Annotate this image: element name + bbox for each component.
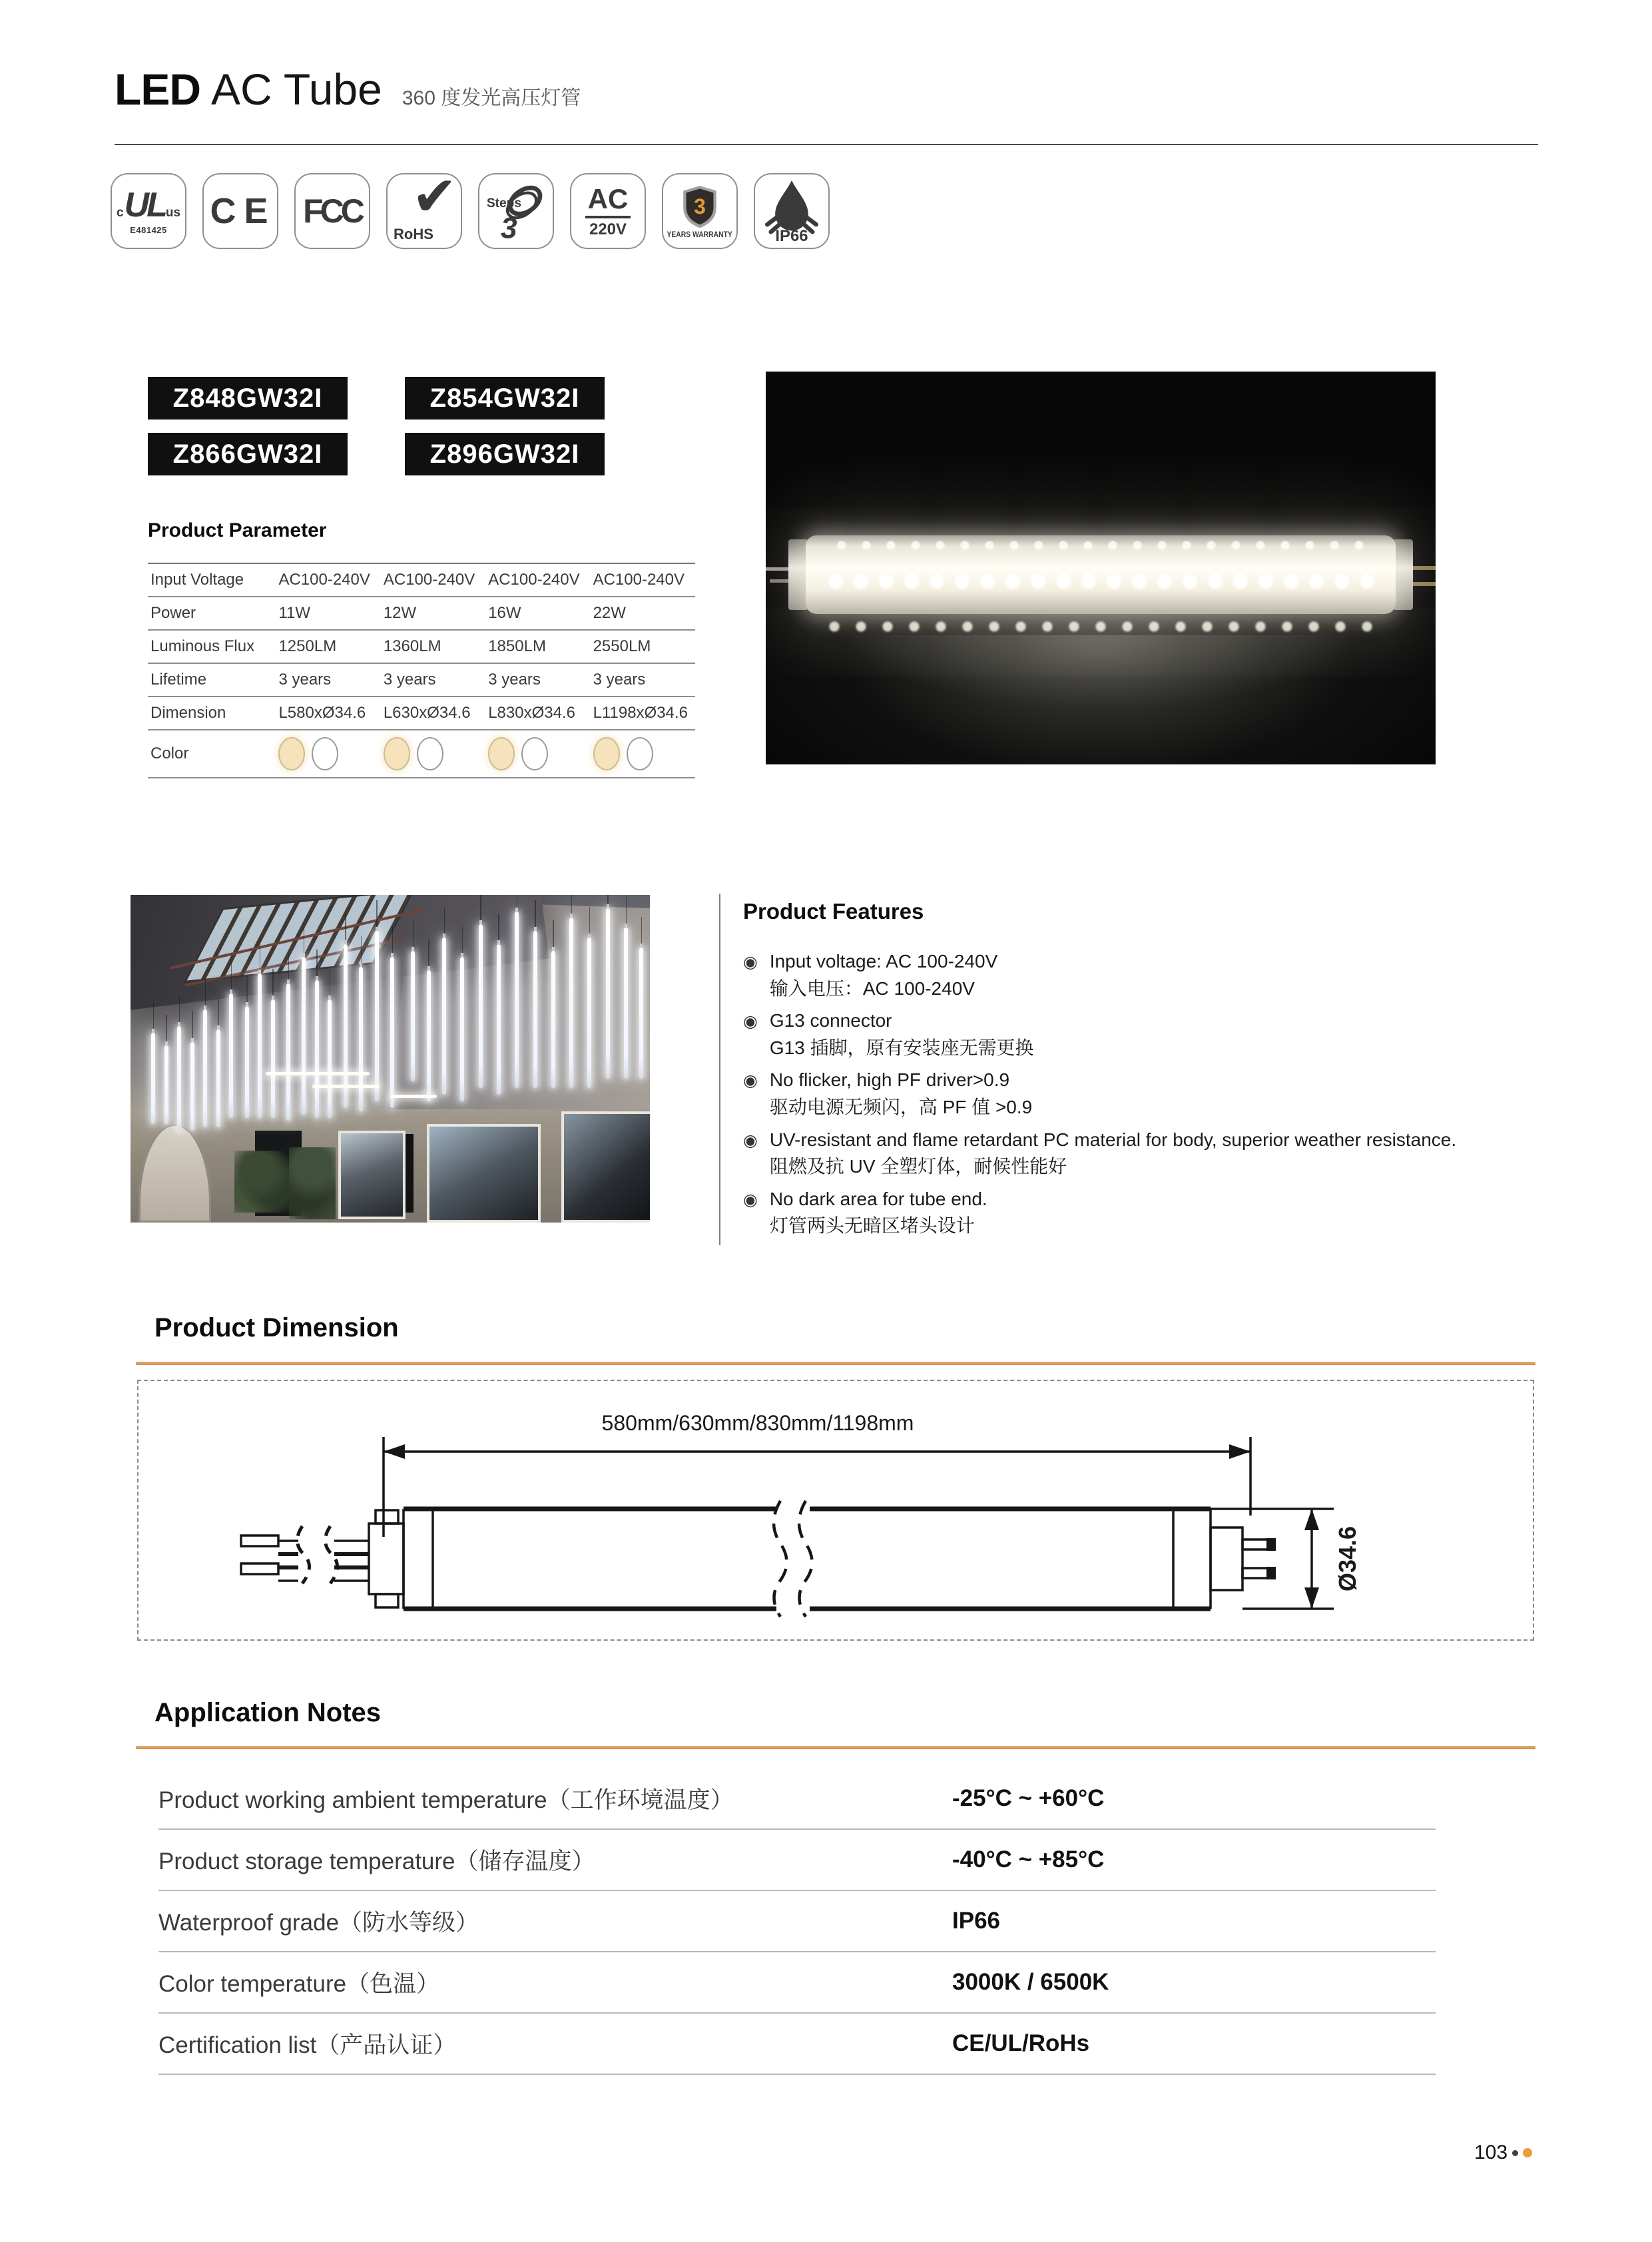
photo-window xyxy=(427,1124,541,1223)
hanging-tube-light xyxy=(190,1042,194,1131)
hanging-tube-light xyxy=(328,999,332,1117)
parameter-value: AC100-240V xyxy=(591,563,695,597)
notes-section-title: Application Notes xyxy=(154,1698,382,1727)
hanging-tube-light xyxy=(258,974,262,1117)
parameter-value: 1250LM xyxy=(276,630,380,663)
photo-pin xyxy=(1412,566,1436,570)
parameter-label: Power xyxy=(148,597,276,630)
product-photo xyxy=(766,372,1436,764)
hanging-tube-light xyxy=(411,951,415,1082)
parameter-value: 1850LM xyxy=(485,630,590,663)
parameter-table xyxy=(148,563,695,778)
hanging-tube-light xyxy=(286,983,290,1121)
color-swatch-white-icon xyxy=(312,737,338,770)
application-note-row xyxy=(158,2014,1436,2075)
parameter-value: 3 years xyxy=(381,663,485,697)
parameter-label: Luminous Flux xyxy=(148,630,276,663)
hanging-tube-light xyxy=(245,1006,249,1117)
color-swatch-warm-icon xyxy=(593,737,620,770)
svg-text:3: 3 xyxy=(694,194,706,218)
ce-mark-icon: CE xyxy=(202,173,278,249)
hanging-tube-light xyxy=(271,999,275,1117)
feature-item xyxy=(743,1127,1559,1181)
feature-text-cn: G13 插脚，原有安装座无需更换 xyxy=(769,1037,1034,1058)
photo-led-tube xyxy=(806,535,1396,614)
page-title-bold: LED xyxy=(115,65,200,114)
hanging-tube-light xyxy=(359,967,363,1111)
3-years-warranty-shield-icon: 3 YEARS WARRANTY xyxy=(662,173,738,249)
parameter-section-title: Product Parameter xyxy=(148,519,327,541)
parameter-label: Dimension xyxy=(148,697,276,730)
parameter-value xyxy=(485,730,590,778)
photo-wire xyxy=(770,579,790,583)
photo-plant xyxy=(289,1147,336,1219)
hanging-tube-light xyxy=(442,938,446,1095)
color-swatch-white-icon xyxy=(417,737,443,770)
header-divider xyxy=(115,144,1538,145)
feature-bullet-icon: ◉ xyxy=(743,953,758,972)
application-notes-table xyxy=(158,1769,1436,2075)
parameter-row xyxy=(148,597,695,630)
model-badges xyxy=(148,377,605,475)
steps-3-icon xyxy=(478,173,554,249)
hanging-tube-light xyxy=(479,924,483,1088)
feature-text-cn: 输入电压：AC 100-240V xyxy=(769,978,975,999)
note-label: Waterproof grade（防水等级） xyxy=(158,1910,479,1936)
parameter-value: 3 years xyxy=(591,663,695,697)
dimension-diameter-label: Ø34.6 xyxy=(1334,1526,1361,1592)
hanging-tube-horizontal xyxy=(390,1095,437,1098)
certification-row xyxy=(111,173,830,249)
parameter-value xyxy=(591,730,695,778)
hanging-tube-light xyxy=(151,1033,155,1125)
application-note-row xyxy=(158,1891,1436,1952)
product-features-section xyxy=(719,894,1559,1245)
features-title: Product Features xyxy=(743,899,924,924)
hanging-tube-light xyxy=(375,931,379,1101)
parameter-value xyxy=(276,730,380,778)
note-value: -40°C ~ +85°C xyxy=(952,1846,1105,1872)
svg-text:3: 3 xyxy=(500,212,517,243)
footer-orange-dot-icon xyxy=(1523,2148,1532,2157)
feature-bullet-icon: ◉ xyxy=(743,1071,758,1091)
photo-window xyxy=(338,1131,406,1219)
model-badge: Z896GW32I xyxy=(405,433,605,475)
application-note-row xyxy=(158,1952,1436,2014)
parameter-value xyxy=(381,730,485,778)
photo-pin xyxy=(1412,582,1436,586)
parameter-row xyxy=(148,563,695,597)
photo-led-dots xyxy=(823,570,1378,593)
feature-item xyxy=(743,1186,1559,1240)
dimension-section-rule xyxy=(136,1362,1535,1365)
parameter-value: 3 years xyxy=(276,663,380,697)
parameter-value: AC100-240V xyxy=(276,563,380,597)
feature-bullet-icon: ◉ xyxy=(743,1190,758,1209)
feature-text xyxy=(770,1067,1032,1121)
hanging-tube-light xyxy=(164,1045,168,1124)
parameter-value: 22W xyxy=(591,597,695,630)
hanging-tube-light xyxy=(315,980,319,1118)
parameter-value: L630xØ34.6 xyxy=(381,697,485,730)
parameter-value: L580xØ34.6 xyxy=(276,697,380,730)
hanging-tube-light xyxy=(177,1026,181,1131)
feature-bullet-icon: ◉ xyxy=(743,1131,758,1150)
page-subtitle-cn: 360 度发光高压灯管 xyxy=(402,87,581,109)
rohs-check-icon: ✔ RoHS xyxy=(386,173,462,249)
feature-text xyxy=(770,1186,987,1240)
color-swatch-warm-icon xyxy=(278,737,305,770)
note-label: Color temperature（色温） xyxy=(158,1971,440,1997)
parameter-value: 1360LM xyxy=(381,630,485,663)
hanging-tube-light xyxy=(533,931,537,1088)
feature-text-en: G13 connector xyxy=(769,1010,892,1031)
feature-text-en: Input voltage: AC 100-240V xyxy=(769,951,998,972)
note-label: Product storage temperature（储存温度） xyxy=(158,1848,595,1874)
model-badge: Z866GW32I xyxy=(148,433,348,475)
parameter-value: 11W xyxy=(276,597,380,630)
feature-text-en: UV-resistant and flame retardant PC material for body, superior weather resistance. xyxy=(769,1129,1457,1150)
parameter-value: 12W xyxy=(381,597,485,630)
parameter-label: Color xyxy=(148,730,276,778)
hanging-tube-light xyxy=(390,957,394,1107)
parameter-label: Input Voltage xyxy=(148,563,276,597)
parameter-row xyxy=(148,730,695,778)
parameter-row xyxy=(148,663,695,697)
photo-window xyxy=(561,1111,650,1223)
color-swatch-warm-icon xyxy=(384,737,410,770)
note-value: -25°C ~ +60°C xyxy=(952,1785,1105,1811)
feature-item xyxy=(743,1007,1559,1061)
parameter-value: AC100-240V xyxy=(485,563,590,597)
photo-led-dots xyxy=(835,539,1366,552)
notes-section-rule xyxy=(136,1746,1535,1749)
note-value: 3000K / 6500K xyxy=(952,1969,1109,1995)
hanging-tube-light xyxy=(497,944,501,1095)
application-photo xyxy=(131,895,650,1223)
application-note-row xyxy=(158,1769,1436,1830)
note-value: CE/UL/RoHs xyxy=(952,2030,1090,2056)
feature-text-cn: 阻燃及抗 UV 全塑灯体，耐候性能好 xyxy=(769,1156,1067,1177)
hanging-tube-light xyxy=(302,957,306,1114)
feature-text xyxy=(770,1127,1456,1181)
photo-wire xyxy=(766,567,790,571)
feature-text-cn: 驱动电源无频闪，高 PF 值 >0.9 xyxy=(769,1096,1033,1117)
model-badge: Z848GW32I xyxy=(148,377,348,420)
page-header xyxy=(115,64,581,115)
features-list xyxy=(743,948,1559,1240)
hanging-tube-horizontal xyxy=(266,1072,370,1075)
application-note-row xyxy=(158,1830,1436,1891)
photo-floor-reflection xyxy=(846,635,1356,708)
svg-text:IP66: IP66 xyxy=(775,227,808,243)
hanging-tube-light xyxy=(344,944,348,1108)
parameter-row xyxy=(148,630,695,663)
hanging-tube-light xyxy=(624,928,628,1078)
hanging-tube-light xyxy=(606,908,610,1079)
parameter-value: L830xØ34.6 xyxy=(485,697,590,730)
footer-dark-dot-icon xyxy=(1512,2150,1518,2156)
dimension-section-title: Product Dimension xyxy=(154,1313,399,1342)
parameter-value: 3 years xyxy=(485,663,590,697)
parameter-value: 16W xyxy=(485,597,590,630)
hanging-tube-light xyxy=(229,993,233,1118)
note-label: Certification list（产品认证） xyxy=(158,2032,457,2058)
hanging-tube-light xyxy=(639,948,643,1079)
hanging-tube-light xyxy=(203,1009,207,1127)
color-swatch-white-icon xyxy=(521,737,548,770)
parameter-label: Lifetime xyxy=(148,663,276,697)
hanging-tube-light xyxy=(569,918,573,1088)
photo-plant xyxy=(234,1151,292,1213)
color-swatch-warm-icon xyxy=(488,737,515,770)
hanging-tube-horizontal xyxy=(312,1085,380,1088)
note-label: Product working ambient temperature（工作环境温度） xyxy=(158,1787,734,1813)
ul-certification-icon: c UL us E481425 xyxy=(111,173,186,249)
hanging-tube-light xyxy=(515,912,519,1089)
hanging-tube-light xyxy=(460,957,464,1101)
feature-text-en: No dark area for tube end. xyxy=(769,1188,987,1209)
dimension-drawing-box xyxy=(137,1380,1534,1641)
hanging-tube-light xyxy=(587,938,591,1088)
svg-text:Steps: Steps xyxy=(486,196,522,211)
photo-tube-endcap xyxy=(1393,539,1413,610)
fcc-mark-icon: FCC xyxy=(294,173,370,249)
parameter-value: L1198xØ34.6 xyxy=(591,697,695,730)
hanging-tube-light xyxy=(427,970,431,1101)
dimension-length-label: 580mm/630mm/830mm/1198mm xyxy=(601,1411,914,1435)
feature-bullet-icon: ◉ xyxy=(743,1012,758,1031)
ac-220v-icon: AC 220V xyxy=(570,173,646,249)
parameter-value: 2550LM xyxy=(591,630,695,663)
feature-item xyxy=(743,1067,1559,1121)
feature-text-cn: 灯管两头无暗区堵头设计 xyxy=(769,1215,975,1237)
feature-text xyxy=(770,1007,1034,1061)
model-badge: Z854GW32I xyxy=(405,377,605,420)
ip66-waterproof-icon xyxy=(754,173,830,249)
color-swatch-white-icon xyxy=(627,737,653,770)
parameter-value: AC100-240V xyxy=(381,563,485,597)
hanging-tube-light xyxy=(551,951,555,1089)
photo-led-reflection-dots xyxy=(827,619,1374,634)
feature-item xyxy=(743,948,1559,1002)
parameter-row xyxy=(148,697,695,730)
note-value: IP66 xyxy=(952,1908,1000,1934)
feature-text-en: No flicker, high PF driver>0.9 xyxy=(769,1069,1010,1091)
page-title: AC Tube xyxy=(211,65,382,114)
feature-text xyxy=(770,948,997,1002)
page-number: 103 xyxy=(1474,2141,1508,2163)
page-footer xyxy=(1474,2141,1532,2164)
hanging-tube-light xyxy=(216,1029,220,1128)
dimension-drawing xyxy=(172,1404,1384,1623)
